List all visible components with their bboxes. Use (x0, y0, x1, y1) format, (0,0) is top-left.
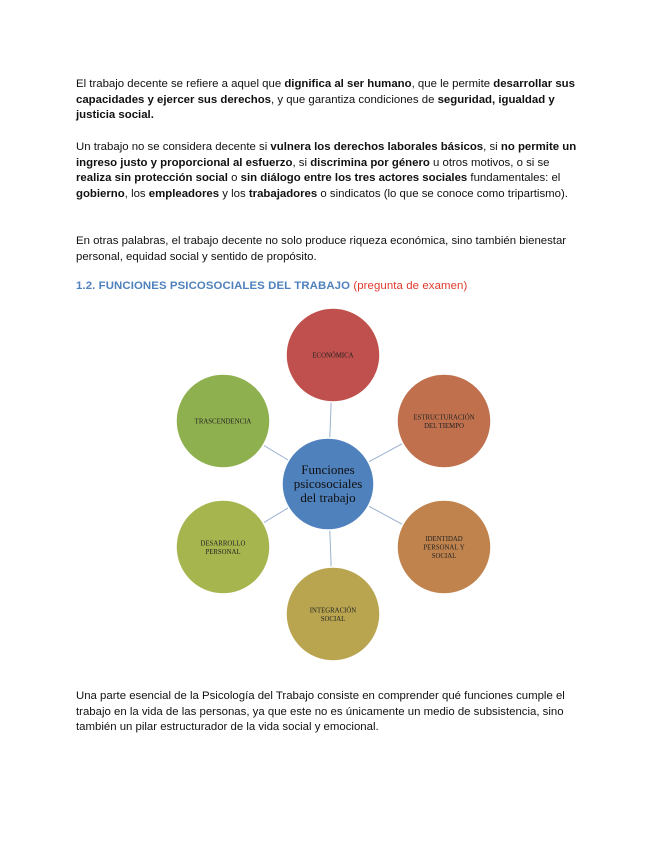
node-label: DEL TIEMPO (424, 422, 464, 430)
bold-phrase: no permite un ingreso justo y proporcional al esfuerzo (76, 141, 577, 169)
bold-phrase: gobierno (76, 187, 125, 200)
text-run: y los (219, 187, 249, 200)
node-label: PERSONAL (205, 548, 241, 556)
text-run: , si (292, 156, 311, 169)
node-label: INTEGRACIÓN (309, 607, 357, 615)
node-label: PERSONAL Y (423, 544, 465, 552)
section-heading-note: (pregunta de examen) (353, 280, 468, 292)
node-label: ECONÓMICA (312, 352, 354, 360)
node-label: DESARROLLO (200, 540, 246, 548)
text-run: , y que garantiza condiciones de (271, 93, 438, 106)
text-run: o (227, 172, 241, 185)
bold-phrase: dignifica al ser humano (284, 78, 412, 90)
text-run: , los (124, 187, 149, 200)
text-run: En otras palabras, el trabajo decente no solo produce riqueza económica, sino también bienestar personal, equidad social y sentido de propósito. (76, 235, 567, 263)
text-run: El trabajo decente se refiere a aquel que (76, 78, 285, 90)
bold-phrase: vulnera los derechos laborales básicos (270, 141, 484, 153)
node-identidad (397, 500, 491, 594)
node-label: IDENTIDAD (425, 536, 463, 543)
center-label: del trabajo (300, 490, 356, 505)
node-estructuracion-tiempo (397, 374, 491, 468)
bold-phrase: discrimina por género (310, 156, 430, 169)
text-run: u otros motivos, o si se (429, 156, 550, 169)
bold-phrase: sin diálogo entre los tres actores sociales (240, 172, 468, 185)
node-economica (286, 308, 380, 402)
bold-phrase: empleadores (148, 187, 220, 200)
text-run: , que le permite (411, 78, 494, 90)
text-run: , si (483, 141, 501, 153)
center-label: psicosociales (293, 476, 363, 491)
center-label: Funciones (301, 462, 355, 477)
text-run: Un trabajo no se considera decente si (76, 141, 271, 153)
diagram-center (282, 438, 374, 530)
node-trascendencia (176, 374, 270, 468)
bold-phrase: desarrollar sus capacidades y ejercer sus derechos (76, 78, 575, 106)
bold-phrase: trabajadores (248, 187, 318, 200)
bold-phrase: realiza sin protección social (76, 172, 228, 185)
node-label: TRASCENDENCIA (194, 418, 252, 426)
text-run: Una parte esencial de la Psicología del Trabajo consiste en comprender qué funciones cumple el trabajo en la vida de las personas, ya que este no es únicamente un medio de subsistencia, sino también un pilar estructurador de la vida social y emocional. (76, 690, 565, 734)
node-label: SOCIAL (431, 553, 457, 560)
bold-phrase: seguridad, igualdad y justicia social. (76, 93, 555, 122)
paragraph-work-psychology (76, 689, 581, 736)
node-label: ESTRUCTURACIÓN (413, 414, 475, 422)
node-desarrollo-personal (176, 500, 270, 594)
node-label: SOCIAL (320, 615, 346, 623)
text-run: o sindicatos (lo que se conoce como tripartismo). (317, 187, 568, 200)
section-heading-title: 1.2. FUNCIONES PSICOSOCIALES DEL TRABAJO (76, 280, 351, 292)
node-integracion-social (286, 567, 380, 661)
text-run: fundamentales: el (467, 172, 561, 185)
